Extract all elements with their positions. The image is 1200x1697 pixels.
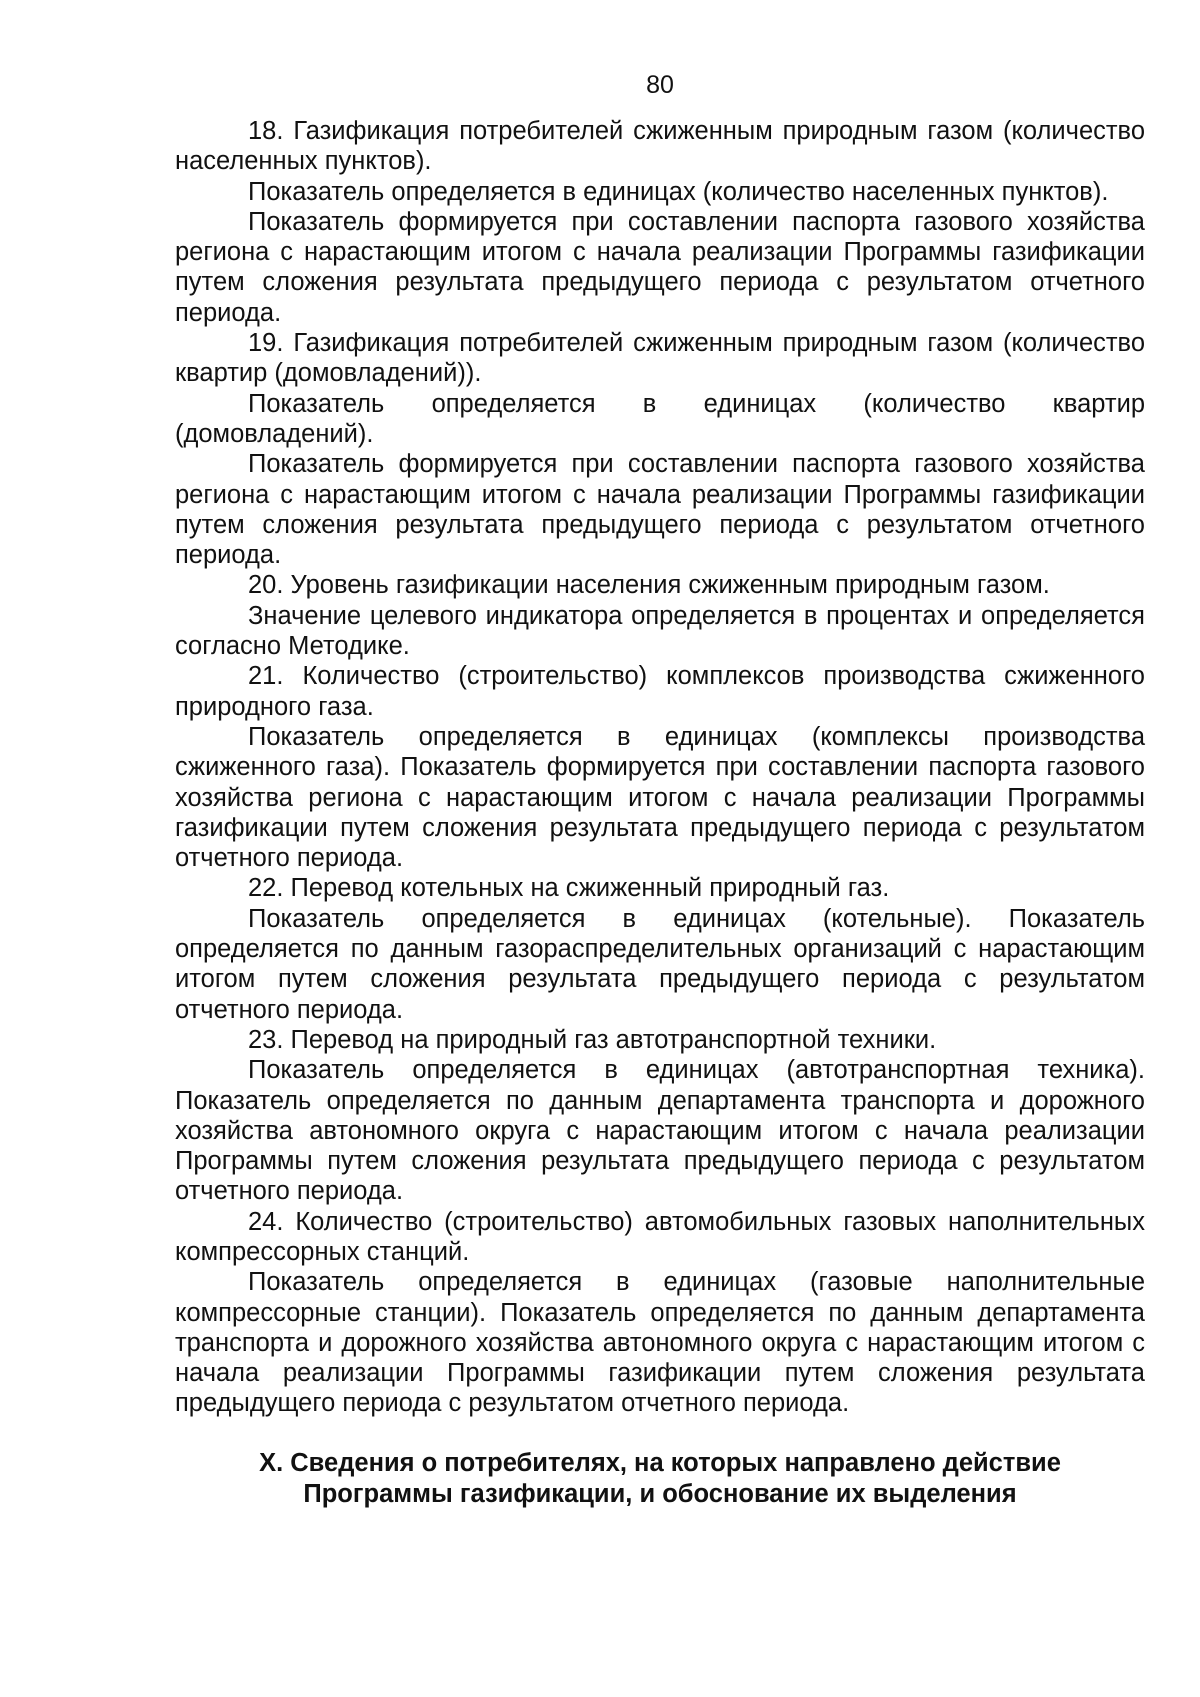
paragraph-item-20-title: 20. Уровень газификации населения сжиженным природным газом. bbox=[248, 571, 1050, 600]
paragraph-item-18-unit: Показатель определяется в единицах (количество населенных пунктов). bbox=[248, 177, 1109, 206]
paragraph-item-19-unit: Показатель определяется в единицах (количество квартир (домовладений). bbox=[175, 389, 1145, 448]
paragraph-item-18-title: 18. Газификация потребителей сжиженным природным газом (количество населенных пунктов). bbox=[175, 117, 1145, 176]
paragraph-item-22-method: Показатель определяется в единицах (котельные). Показатель определяется по данным газораспределительных организаций с нарастающим итогом путем сложения результата предыдущего периода с результатом отчетного периода. bbox=[175, 904, 1145, 1024]
paragraph-item-20-method: Значение целевого индикатора определяется в процентах и определяется согласно Методике. bbox=[175, 601, 1145, 661]
paragraph-item-24-method: Показатель определяется в единицах (газовые наполнительные компрессорные станции). Показатель определяется по данным департамента транспорта и дорожного хозяйства автономного округа с нарастающим итогом с начала реализации Программы газификации путем сложения результата предыдущего периода с результатом отчетного периода. bbox=[175, 1268, 1145, 1418]
paragraph-item-21-title: 21. Количество (строительство) комплексов производства сжиженного природного газа. bbox=[175, 662, 1145, 721]
document-body bbox=[175, 116, 1145, 1419]
paragraph-item-18-method: Показатель формируется при составлении паспорта газового хозяйства региона с нарастающим итогом с начала реализации Программы газификации путем сложения результата предыдущего периода с результатом отчетного периода. bbox=[175, 207, 1145, 327]
paragraph-item-23-title: 23. Перевод на природный газ автотранспортной техники. bbox=[248, 1025, 937, 1054]
section-heading-line-2: Программы газификации, и обоснование их выделения bbox=[303, 1480, 1017, 1508]
paragraph-item-19-title: 19. Газификация потребителей сжиженным природным газом (количество квартир (домовладений)). bbox=[175, 329, 1145, 388]
paragraph-item-19-method: Показатель формируется при составлении паспорта газового хозяйства региона с нарастающим итогом с начала реализации Программы газификации путем сложения результата предыдущего периода с результатом отчетного периода. bbox=[175, 450, 1145, 570]
page-number: 80 bbox=[646, 71, 674, 99]
paragraph-item-24-title: 24. Количество (строительство) автомобильных газовых наполнительных компрессорных станций. bbox=[175, 1207, 1145, 1266]
paragraph-item-23-method: Показатель определяется в единицах (автотранспортная техника). Показатель определяется по данным департамента транспорта и дорожного хозяйства автономного округа с нарастающим итогом с начала реализации Программы путем сложения результата предыдущего периода с результатом отчетного периода. bbox=[175, 1056, 1145, 1206]
section-heading bbox=[175, 1448, 1145, 1510]
paragraph-item-22-title: 22. Перевод котельных на сжиженный природный газ. bbox=[248, 874, 890, 903]
section-heading-line-1: X. Сведения о потребителях, на которых направлено действие bbox=[259, 1449, 1061, 1477]
paragraph-item-21-method: Показатель определяется в единицах (комплексы производства сжиженного газа). Показатель формируется при составлении паспорта газового хозяйства региона с нарастающим итогом с начала реализации Программы газификации путем сложения результата предыдущего периода с результатом отчетного периода. bbox=[175, 722, 1145, 873]
